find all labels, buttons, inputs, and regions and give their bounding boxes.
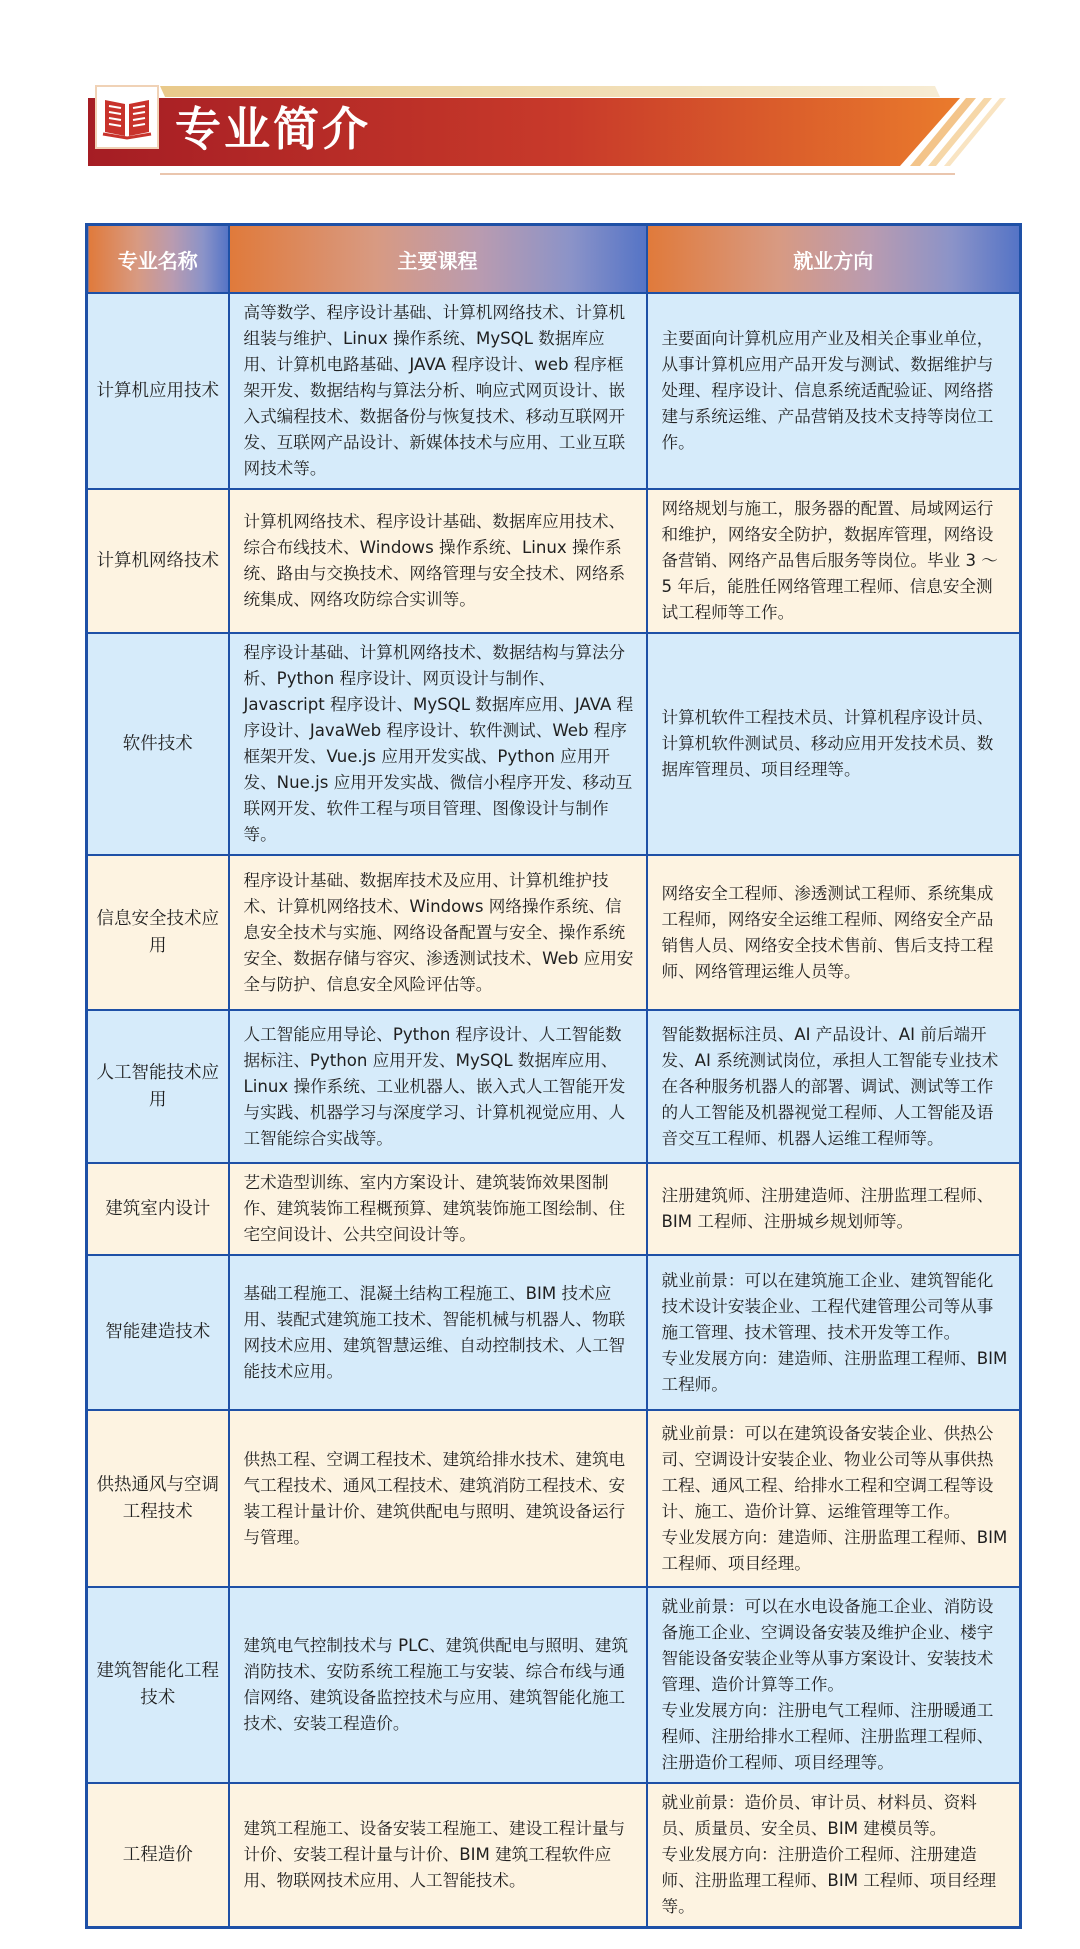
section-title: 专业简介 (175, 102, 371, 156)
program-name: 供热通风与空调工程技术 (87, 1410, 229, 1587)
header-main-courses: 主要课程 (229, 225, 647, 294)
jobs-paragraph: 就业前景：造价员、审计员、材料员、资料员、质量员、安全员、BIM 建模员等。 (661, 1793, 977, 1838)
jobs-paragraph: 网络规划与施工，服务器的配置、局域网运行和维护，网络安全防护，数据库管理，网络设备营销、网络产品售后服务等岗位。毕业 3 ～ 5 年后，能胜任网络管理工程师、信息安全测试工程师等工作。 (661, 499, 998, 622)
jobs-paragraph: 计算机软件工程技术员、计算机程序设计员、计算机软件测试员、移动应用开发技术员、数据库管理员、项目经理等。 (661, 708, 994, 779)
program-courses: 基础工程施工、混凝土结构工程施工、BIM 技术应用、装配式建筑施工技术、智能机械与机器人、物联网技术应用、建筑智慧运维、自动控制技术、人工智能技术应用。 (229, 1255, 647, 1410)
program-name: 工程造价 (87, 1783, 229, 1928)
program-name: 建筑室内设计 (87, 1163, 229, 1255)
jobs-paragraph: 网络安全工程师、渗透测试工程师、系统集成工程师，网络安全运维工程师、网络安全产品销售人员、网络安全技术售前、售后支持工程师、网络管理运维人员等。 (661, 883, 994, 981)
program-jobs (647, 855, 1021, 1010)
program-table (85, 223, 1022, 1929)
program-jobs (647, 1410, 1021, 1587)
program-courses: 建筑工程施工、设备安装工程施工、建设工程计量与计价、安装工程计量与计价、BIM 建筑工程软件应用、物联网技术应用、人工智能技术。 (229, 1783, 647, 1928)
table-row (87, 1255, 1021, 1410)
jobs-paragraph: 就业前景：可以在建筑设备安装企业、供热公司、空调设计安装企业、物业公司等从事供热工程、通风工程、给排水工程和空调工程等设计、施工、造价计算、运维管理等工作。 (661, 1423, 994, 1521)
program-courses: 计算机网络技术、程序设计基础、数据库应用技术、综合布线技术、Windows 操作系统、Linux 操作系统、路由与交换技术、网络管理与安全技术、网络系统集成、网络攻防综合实训等。 (229, 489, 647, 633)
jobs-paragraph: 主要面向计算机应用产业及相关企事业单位，从事计算机应用产品开发与测试、数据维护与处理、程序设计、信息系统适配验证、网络搭建与系统运维、产品营销及技术支持等岗位工作。 (661, 329, 994, 452)
table-row (87, 1410, 1021, 1587)
jobs-paragraph: 就业前景：可以在水电设备施工企业、消防设备施工企业、空调设备安装及维护企业、楼宇智能设备安装企业等从事方案设计、安装技术管理、造价计算等工作。 (661, 1597, 994, 1694)
header-banner-graphic (0, 0, 1080, 200)
section-header (0, 0, 1080, 200)
table-header-row (87, 225, 1021, 294)
program-jobs (647, 1255, 1021, 1410)
program-jobs (647, 633, 1021, 855)
table-row (87, 1010, 1021, 1163)
program-jobs (647, 1783, 1021, 1928)
program-name: 人工智能技术应用 (87, 1010, 229, 1163)
jobs-paragraph: 智能数据标注员、AI 产品设计、AI 前后端开发、AI 系统测试岗位，承担人工智能专业技术在各种服务机器人的部署、调试、测试等工作的人工智能及机器视觉工程师、人工智能及语音交互工程师、机器人运维工程师等。 (661, 1024, 999, 1148)
program-courses: 高等数学、程序设计基础、计算机网络技术、计算机组装与维护、Linux 操作系统、MySQL 数据库应用、计算机电路基础、JAVA 程序设计、web 程序框架开发、数据结构与算法分析、响应式网页设计、嵌入式编程技术、数据备份与恢复技术、移动互联网开发、互联网产品设计、新媒体技术与应用、工业互联网技术等。 (229, 293, 647, 489)
program-name: 智能建造技术 (87, 1255, 229, 1410)
program-courses: 人工智能应用导论、Python 程序设计、人工智能数据标注、Python 应用开发、MySQL 数据库应用、Linux 操作系统、工业机器人、嵌入式人工智能开发与实践、机器学习与深度学习、计算机视觉应用、人工智能综合实战等。 (229, 1010, 647, 1163)
program-courses: 程序设计基础、计算机网络技术、数据结构与算法分析、Python 程序设计、网页设计与制作、Javascript 程序设计、MySQL 数据库应用、JAVA 程序设计、JavaWeb 程序设计、软件测试、Web 程序框架开发、Vue.js 应用开发实战、Python 应用开发、Nue.js 应用开发实战、微信小程序开发、移动互联网开发、软件工程与项目管理、图像设计与制作等。 (229, 633, 647, 855)
table-row (87, 1587, 1021, 1783)
program-jobs (647, 1587, 1021, 1783)
program-courses: 建筑电气控制技术与 PLC、建筑供配电与照明、建筑消防技术、安防系统工程施工与安装、综合布线与通信网络、建筑设备监控技术与应用、建筑智能化施工技术、安装工程造价。 (229, 1587, 647, 1783)
program-jobs (647, 489, 1021, 633)
program-name: 信息安全技术应用 (87, 855, 229, 1010)
program-table-wrapper (85, 223, 1019, 1929)
header-employment: 就业方向 (647, 225, 1021, 294)
program-jobs (647, 1163, 1021, 1255)
program-courses: 供热工程、空调工程技术、建筑给排水技术、建筑电气工程技术、通风工程技术、建筑消防工程技术、安装工程计量计价、建筑供配电与照明、建筑设备运行与管理。 (229, 1410, 647, 1587)
header-program-name: 专业名称 (87, 225, 229, 294)
jobs-paragraph: 注册建筑师、注册建造师、注册监理工程师、BIM 工程师、注册城乡规划师等。 (661, 1186, 994, 1231)
table-row (87, 633, 1021, 855)
program-name: 软件技术 (87, 633, 229, 855)
jobs-paragraph: 专业发展方向：建造师、注册监理工程师、BIM 工程师。 (661, 1348, 1008, 1394)
jobs-paragraph: 就业前景：可以在建筑施工企业、建筑智能化技术设计安装企业、工程代建管理公司等从事施工管理、技术管理、技术开发等工作。 (661, 1270, 994, 1342)
program-name: 计算机应用技术 (87, 293, 229, 489)
table-row (87, 1163, 1021, 1255)
open-book-icon (101, 94, 153, 140)
program-name: 计算机网络技术 (87, 489, 229, 633)
jobs-paragraph: 专业发展方向：注册电气工程师、注册暖通工程师、注册给排水工程师、注册监理工程师、注册造价工程师、项目经理等。 (661, 1701, 994, 1772)
jobs-paragraph: 专业发展方向：注册造价工程师、注册建造师、注册监理工程师、BIM 工程师、项目经理等。 (661, 1845, 997, 1916)
table-row (87, 855, 1021, 1010)
program-courses: 程序设计基础、数据库技术及应用、计算机维护技术、计算机网络技术、Windows 网络操作系统、信息安全技术与实施、网络设备配置与安全、操作系统安全、数据存储与容灾、渗透测试技术、Web 应用安全与防护、信息安全风险评估等。 (229, 855, 647, 1010)
program-jobs (647, 293, 1021, 489)
jobs-paragraph: 专业发展方向：建造师、注册监理工程师、BIM 工程师、项目经理。 (661, 1527, 1008, 1573)
program-jobs (647, 1010, 1021, 1163)
table-row (87, 489, 1021, 633)
program-name: 建筑智能化工程技术 (87, 1587, 229, 1783)
table-row (87, 1783, 1021, 1928)
table-row (87, 293, 1021, 489)
program-courses: 艺术造型训练、室内方案设计、建筑装饰效果图制作、建筑装饰工程概预算、建筑装饰施工图绘制、住宅空间设计、公共空间设计等。 (229, 1163, 647, 1255)
